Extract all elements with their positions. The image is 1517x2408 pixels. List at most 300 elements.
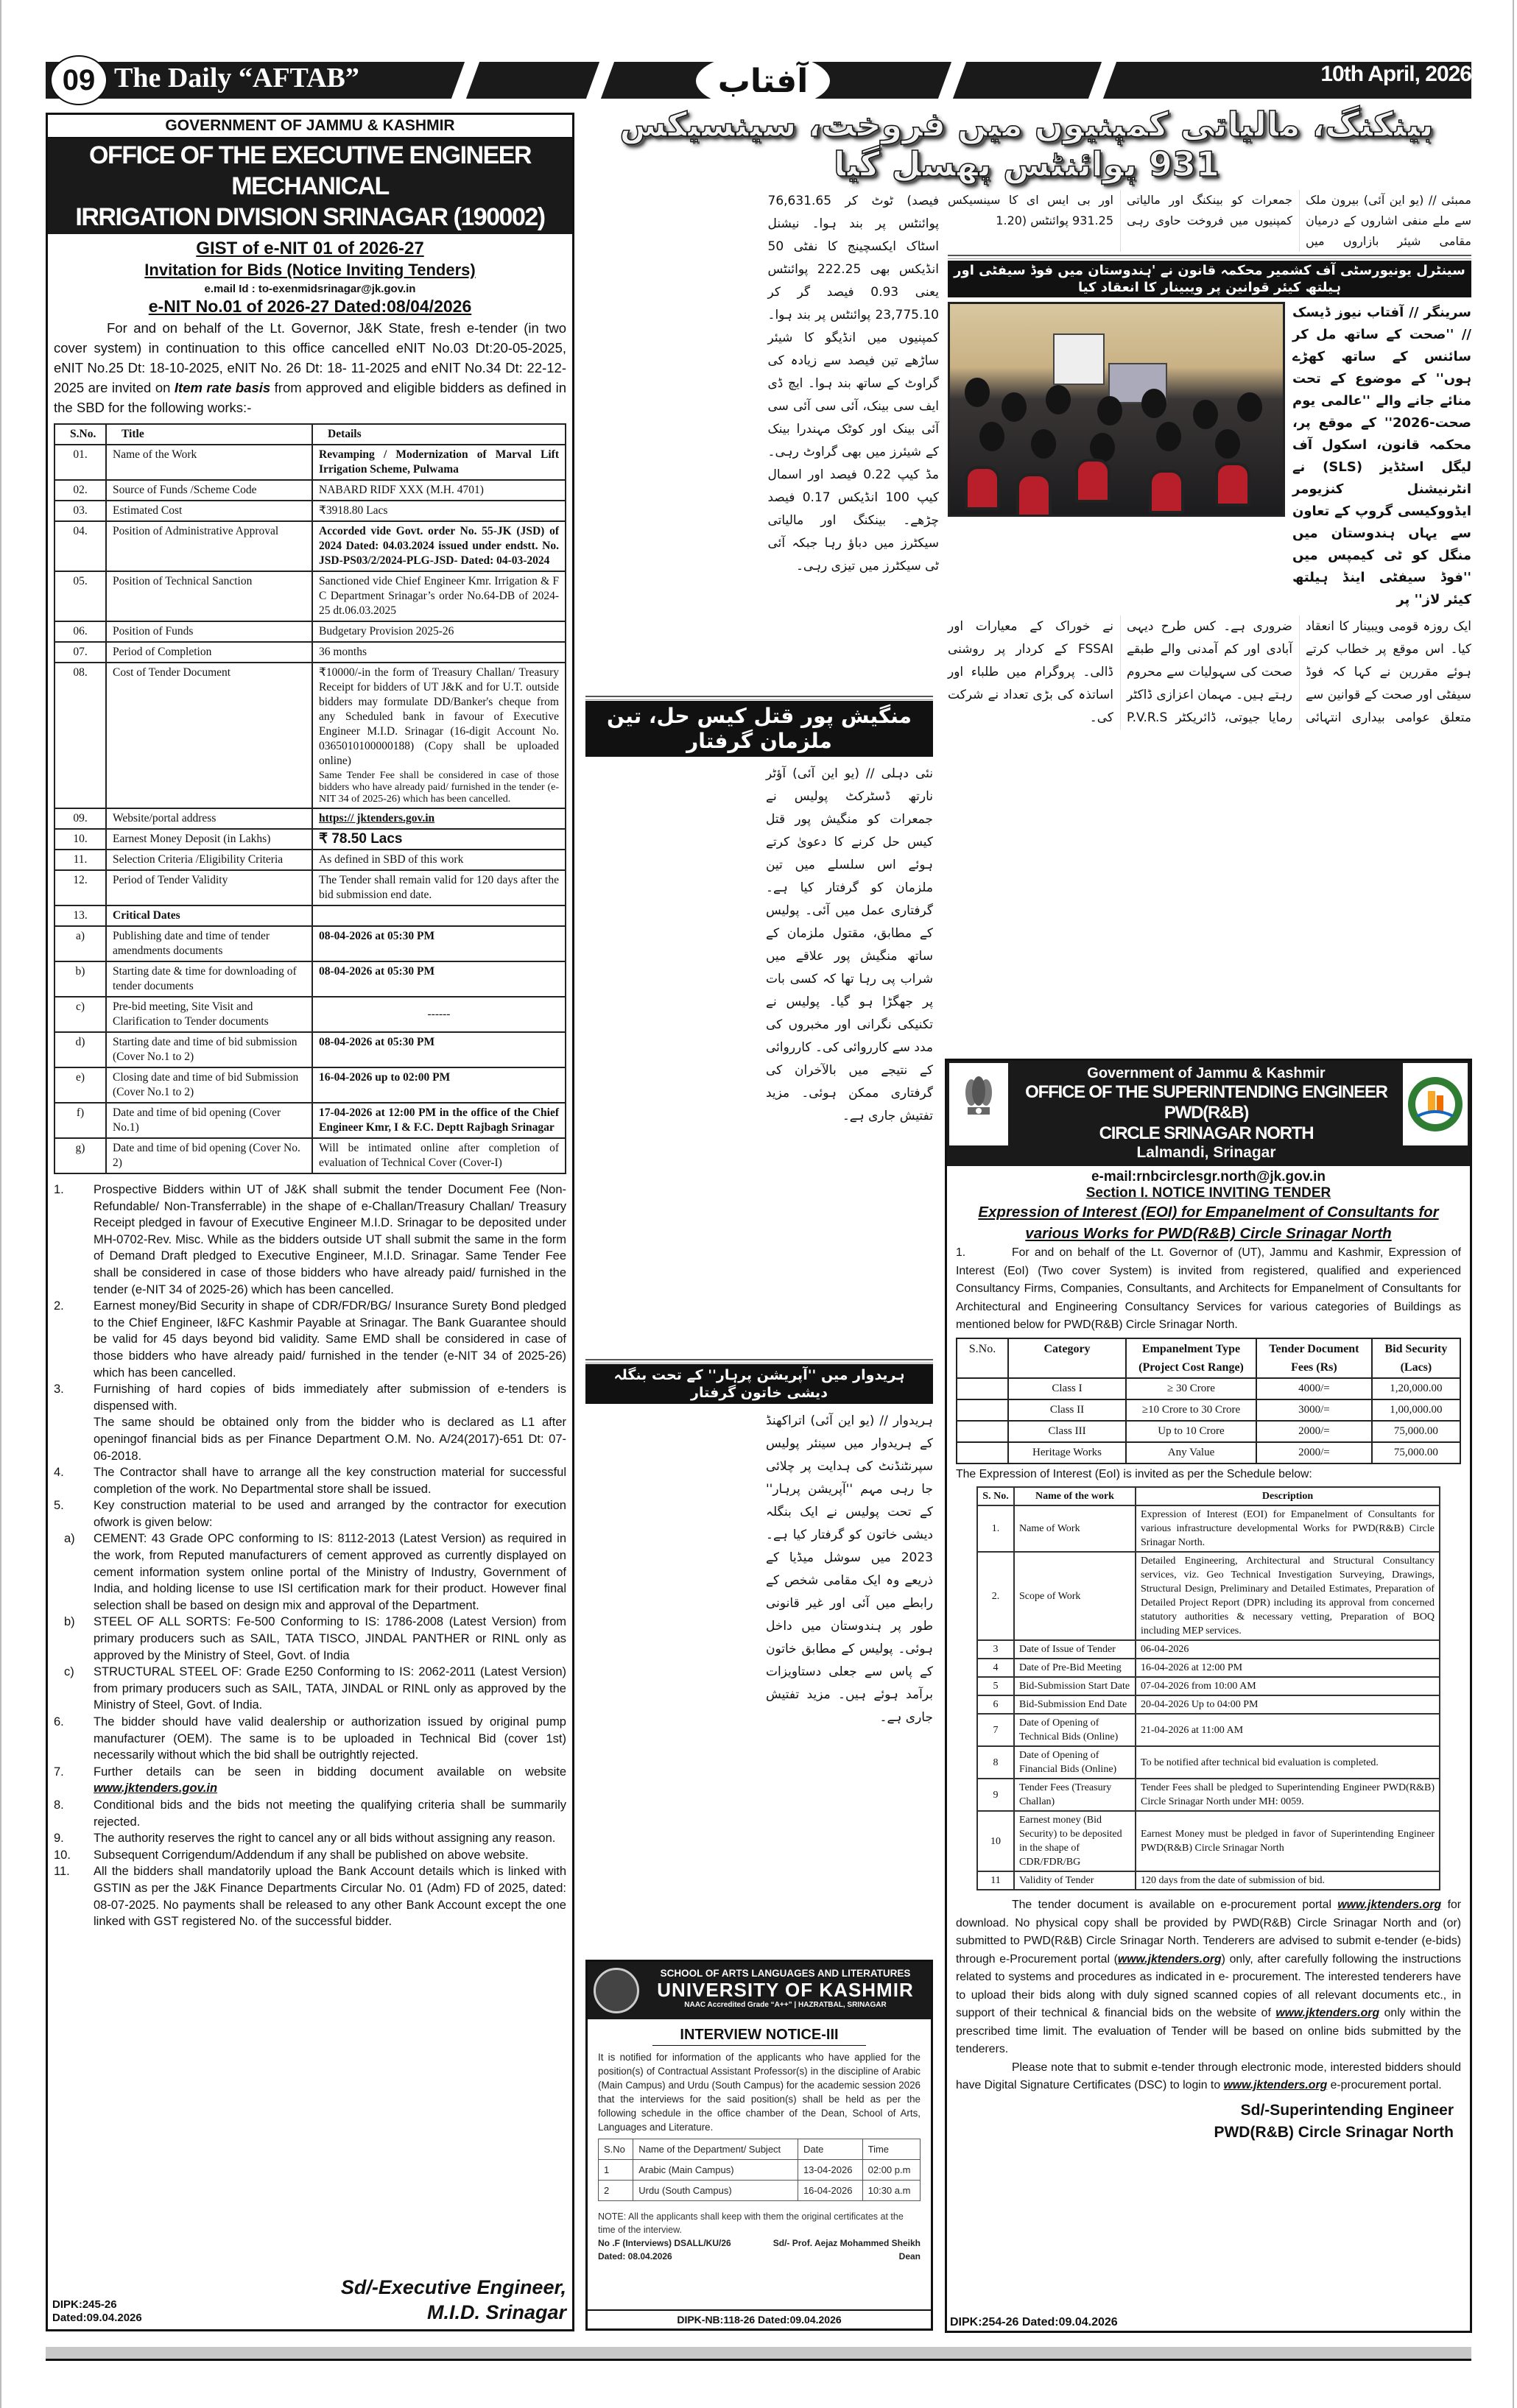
- dipk-number: DIPK:245-26: [52, 2298, 117, 2311]
- condition-number: 11.: [54, 1865, 70, 1879]
- cell-text: ₹10000/-in the form of Treasury Challan/ Treasury Receipt for bidders of UT J&K and for U.T. outside bidders may formulate DD/Banker's cheque from any Scheduled bank in favour of Executive Engineer M.I.D. Srinagar (16-digit Account No. 0365010100000188) (Copy shall be uploaded online): [319, 666, 559, 767]
- dipk-reference: DIPK-NB:118-26 Dated:09.04.2026: [588, 2309, 931, 2328]
- table-cell: [54, 663, 106, 808]
- cell-text: 13-04-2026: [803, 2164, 853, 2175]
- signature-line: Sd/-Executive Engineer,: [340, 2276, 566, 2298]
- tender-notice-pwd: [945, 1059, 1472, 2333]
- reference-number: No .F (Interviews) DSALL/KU/26: [598, 2238, 731, 2248]
- cell-text: 08.: [73, 666, 88, 679]
- signatory: Sd/- Prof. Aejaz Mohammed Sheikh: [772, 2238, 921, 2248]
- condition-body: Earnest money/Bid Security in shape of CDR/FDR/BG/ Insurance Surety Bond pledged to the Chief Engineer, I&FC Kashmir Payable at Srinagar. The Bank Guarantee should be valid for 45 days beyond bid validity. Same EMD shall be considered in case of those bidders who have already paid/ furnished in the tender (e-NIT 34 of 2025-26) which has been cancelled.: [94, 1299, 566, 1380]
- signature-line: M.I.D. Srinagar: [426, 2301, 566, 2323]
- cell-text: 11.: [73, 853, 88, 866]
- conditions-list: [54, 1182, 566, 1930]
- condition-text: [94, 1847, 566, 1864]
- table-cell: [633, 2160, 798, 2181]
- ku-header: [588, 1962, 931, 2019]
- designation: Dean: [898, 2251, 921, 2262]
- table-row: [977, 1714, 1440, 1746]
- notice-title: INTERVIEW NOTICE-III: [652, 2027, 866, 2046]
- cell-text: Date of Opening of Technical Bids (Online): [1019, 1717, 1119, 1743]
- paragraph-text: For and on behalf of the Lt. Governor of (UT), Jammu and Kashmir, Expression of Interest (EoI) (Two cover System) is invited from registered, qualified and experienced Consultancy Firms, Companies, Consultants, and Architects for Empanelment of Consultants for Architectural and Engineering Consultancy Services for various categories of Buildings as mentioned below for PWD(R&B) Circle Srinagar North.: [956, 1246, 1461, 1331]
- table-cell: [633, 2181, 798, 2201]
- cell-text: Critical Dates: [113, 909, 180, 922]
- table-cell: [54, 808, 106, 829]
- condition-number: 7.: [54, 1765, 64, 1779]
- table-cell: [1372, 1378, 1460, 1399]
- table-row: [54, 850, 566, 870]
- column-header: Description: [1136, 1487, 1440, 1505]
- government-label: GOVERNMENT OF JAMMU & KASHMIR: [48, 115, 572, 138]
- condition-number: 4.: [54, 1466, 64, 1480]
- column-header: Name of the work: [1014, 1487, 1136, 1505]
- cell-text: Website/portal address: [113, 812, 217, 825]
- table-header-row: [977, 1487, 1440, 1505]
- eoi-paragraph: [956, 1244, 1461, 1335]
- cell-text: Budgetary Provision 2025-26: [319, 625, 454, 638]
- table-cell: [106, 870, 312, 905]
- table-row: [977, 1552, 1440, 1640]
- page-number: 09: [50, 55, 108, 105]
- portal-link[interactable]: www.jktenders.org: [1275, 2007, 1380, 2019]
- table-row: [54, 1067, 566, 1103]
- cell-text: 6: [993, 1699, 999, 1710]
- table-cell: [312, 571, 566, 621]
- condition-body: STRUCTURAL STEEL OF: Grade E250 Conforming to IS: 2062-2011 (Latest Version) from primary producers such as SAIL, TATA, JINDAL or RINL only as approved by the Ministry of Steel, Govt. of India.: [94, 1665, 566, 1712]
- condition-number: 2.: [54, 1299, 64, 1313]
- table-cell: [1372, 1421, 1460, 1442]
- table-cell: [957, 1378, 1008, 1399]
- condition-text: [94, 1497, 566, 1530]
- table-cell: [106, 1032, 312, 1067]
- footer-bar: [46, 2347, 1471, 2361]
- table-cell: [1014, 1640, 1136, 1659]
- table-cell: [1136, 1677, 1440, 1695]
- table-cell: [54, 621, 106, 642]
- condition-body: Conditional bids and the bids not meeting the qualifying criteria shall be summarily rejected.: [94, 1798, 566, 1829]
- newspaper-name: The Daily “AFTAB”: [114, 63, 359, 93]
- notice-footer: [598, 2236, 921, 2250]
- cell-text: Bid-Submission End Date: [1019, 1699, 1127, 1710]
- table-cell: [1014, 1552, 1136, 1640]
- table-cell: [1008, 1399, 1126, 1421]
- table-cell: [1372, 1399, 1460, 1421]
- cell-text: Bid-Submission Start Date: [1019, 1681, 1130, 1692]
- category-table: [956, 1338, 1461, 1464]
- cell-text: 11: [990, 1875, 1001, 1886]
- condition-body: Key construction material to be used and arranged by the contractor for execution ofwork is given below:: [94, 1499, 566, 1529]
- cell-text: Date of Opening of Financial Bids (Online): [1019, 1750, 1117, 1775]
- condition-item: [54, 1664, 566, 1714]
- signature-line: Sd/-Superintending Engineer: [1240, 2101, 1454, 2119]
- table-header-row: [599, 2139, 921, 2160]
- paragraph-text: The tender document is available on e-procurement portal: [1012, 1899, 1338, 1911]
- table-cell: [312, 905, 566, 926]
- portal-paragraph: [956, 1896, 1461, 2059]
- table-cell: [1136, 1871, 1440, 1890]
- cell-text: 12.: [73, 874, 88, 886]
- cell-text: Validity of Tender: [1019, 1875, 1094, 1886]
- cell-text: 75,000.00: [1393, 1446, 1438, 1458]
- table-cell: [1014, 1714, 1136, 1746]
- cell-text: 4: [993, 1662, 999, 1673]
- cell-text: 08-04-2026 at 05:30 PM: [319, 1036, 435, 1048]
- dipk-reference: [52, 2298, 142, 2325]
- table-cell: [54, 642, 106, 663]
- cell-text: 2000/=: [1298, 1424, 1330, 1437]
- divider: [585, 1359, 933, 1363]
- murder-case-story: نئی دہلی // (یو این آئی) آؤٹر نارتھ ڈسٹرکٹ پولیس نے جمعرات کو منگیش پور قتل کیس حل کرنے کا دعویٰ کرتے ہوئے اس سلسلے میں تین ملزمان کو گرفتار کیا ہے۔ گرفتاری عمل میں آئی۔ پولیس کے مطابق، مقتول ملزمان کے ساتھ منگیش پور علاقے میں شراب پی رہا تھا کہ کسی بات پر جھگڑا ہو گیا۔ پولیس نے تکنیکی نگرانی اور مخبروں کی مدد سے کارروائی کی۔ کارروائی کے نتیجے میں بالآخران کی گرفتاری ممکن ہوئی۔ مزید تفتیش جاری ہے۔: [766, 766, 933, 1123]
- email-address: e-mail:rnbcirclesgr.north@jk.gov.in: [1091, 1169, 1326, 1184]
- website-link[interactable]: www.jktenders.gov.in: [94, 1782, 218, 1796]
- table-row: [54, 521, 566, 571]
- cell-text: Date of Pre-Bid Meeting: [1019, 1662, 1122, 1673]
- table-cell: [1014, 1811, 1136, 1871]
- cell-text: Accorded vide Govt. order No. 55-JK (JSD) of 2024 Dated: 04.03.2024 issued under endstt. No. JSD-PS03/2/2024-PLG-JSD- Dated: 04-03-2024: [319, 525, 559, 567]
- table-row: [54, 997, 566, 1032]
- table-cell: [312, 1032, 566, 1067]
- cell-text: Scope of Work: [1019, 1590, 1081, 1602]
- table-cell: [1136, 1746, 1440, 1779]
- table-row: [977, 1746, 1440, 1779]
- condition-body: The authority reserves the right to cancel any or all bids without assigning any reason.: [94, 1832, 556, 1846]
- cell-text: Class III: [1048, 1424, 1086, 1437]
- table-cell: [106, 642, 312, 663]
- cell-text: 01.: [73, 448, 88, 461]
- condition-item: [54, 1464, 566, 1497]
- cell-text: 1: [604, 2164, 610, 2175]
- intro-text: For and on behalf of the Lt. Governor, J&K State, fresh e-tender (in two cover system) in continuation to this office cancelled eNIT No.03 Dt:20-05-2025, eNIT No.25 Dt: 18-10-2025, eNIT No. 26 Dt: 18- 11-2025 and eNIT No.34 Dt: 22-12-2025 are invited on: [54, 320, 566, 395]
- pwd-header: [947, 1061, 1470, 1166]
- table-cell: [977, 1714, 1014, 1746]
- cell-text: Tender Fees (Treasury Challan): [1019, 1782, 1112, 1807]
- table-cell: [312, 621, 566, 642]
- condition-text: [94, 1464, 566, 1497]
- condition-body: The same should be obtained only from the bidder who is declared as L1 after openingof financial bids as per Finance Department O.M. No. A/24(2017)-651 Dt: 07-06-2018.: [94, 1416, 566, 1463]
- cell-text: Class I: [1052, 1382, 1083, 1394]
- table-cell: [106, 480, 312, 501]
- table-cell: [54, 521, 106, 571]
- table-cell: [312, 480, 566, 501]
- table-row: [977, 1640, 1440, 1659]
- column-header: Time: [862, 2139, 920, 2160]
- cell-text: Class II: [1049, 1403, 1085, 1416]
- table-row: [957, 1378, 1460, 1399]
- condition-text: [94, 1664, 566, 1714]
- eoi-title: Expression of Interest (EOI) for Empanelment of Consultants for various Works for PWD(R&B) Circle Srinagar North: [978, 1204, 1439, 1242]
- column-header: Empanelment Type (Project Cost Range): [1126, 1338, 1256, 1378]
- notice-footer: [54, 2269, 566, 2325]
- table-row: [54, 1032, 566, 1067]
- table-cell: [54, 1067, 106, 1103]
- table-cell: [977, 1552, 1014, 1640]
- webinar-headline: سینٹرل یونیورسٹی آف کشمیر محکمہ قانون نے 'ہندوستان میں فوڈ سیفٹی اور ہیلتھ کیئر قوانین پر ویبینار کا انعقاد کیا: [948, 261, 1471, 297]
- cell-text: Any Value: [1167, 1446, 1215, 1458]
- condition-number: 9.: [54, 1832, 64, 1846]
- condition-item: [54, 1530, 566, 1614]
- notice-footer: [598, 2250, 921, 2263]
- table-cell: [312, 663, 566, 808]
- cell-text: d): [75, 1036, 85, 1048]
- table-row: [977, 1505, 1440, 1552]
- column-header: Name of the Department/ Subject: [633, 2139, 798, 2160]
- condition-text: [94, 1797, 566, 1830]
- table-cell: [977, 1811, 1014, 1871]
- cell-text: g): [75, 1142, 85, 1154]
- condition-number: 3.: [54, 1383, 64, 1397]
- table-cell: [977, 1659, 1014, 1677]
- office-title: [48, 138, 572, 234]
- condition-body: Prospective Bidders within UT of J&K shall submit the tender Document Fee (Non- Refundable/ Non-Transferrable) in the shape of e-Challan/Treasury Challan/ Treasury Receipt pledged in favour of Executive Engineer M.I.D. Srinagar to be deposited under MH-0702-Rev. Misc. While as the bidders outside UT shall submit the same in the form of Demand Draft pledged to Executive Engineer, M.I.D. Srinagar. Same Tender Fee shall be considered in case of those bidders who have already paid/ furnished in the tender (e-NIT 34 of 2025-26) which has been cancelled.: [94, 1183, 566, 1296]
- cell-text: Date and time of bid opening (Cover No. 2): [113, 1142, 300, 1169]
- table-cell: [862, 2160, 920, 2181]
- table-cell: [106, 961, 312, 997]
- table-cell: [1256, 1442, 1372, 1463]
- table-cell: [312, 445, 566, 480]
- table-cell: [312, 997, 566, 1032]
- notice-body: It is notified for information of the applicants who have applied for the position(s) of Contractual Assistant Professor(s) in the discipline of Arabic (Main Campus) and Urdu (South Campus) for the academic session 2026 that the interviews for the said position(s) shall be held as per the following schedule in the office chamber of the Dean, School of Arts, Languages and Literature.: [598, 2052, 921, 2133]
- table-cell: [599, 2160, 633, 2181]
- table-cell: [1136, 1505, 1440, 1552]
- table-cell: [977, 1677, 1014, 1695]
- table-row: [977, 1779, 1440, 1811]
- office-title-line: OFFICE OF THE EXECUTIVE ENGINEER MECHANICAL: [89, 141, 531, 200]
- column-header: S. No.: [977, 1487, 1014, 1505]
- table-cell: [1136, 1659, 1440, 1677]
- cell-text: https:// jktenders.gov.in: [319, 812, 435, 825]
- interview-notice-ku: [585, 1960, 933, 2331]
- emblem-motto: सत्यमेव जयते: [962, 1130, 995, 1138]
- cell-text: 10:30 a.m: [867, 2185, 911, 2196]
- cell-text: 10.: [73, 833, 88, 845]
- cell-text: c): [75, 1000, 85, 1013]
- table-cell: [1126, 1378, 1256, 1399]
- cell-text: ------: [427, 1008, 451, 1020]
- university-name: UNIVERSITY OF KASHMIR: [657, 1979, 914, 2001]
- portal-link[interactable]: www.jktenders.org: [1223, 2079, 1328, 2091]
- table-row: [54, 663, 566, 808]
- enit-number: e-NIT No.01 of 2026-27 Dated:08/04/2026: [148, 297, 472, 316]
- table-row: [54, 926, 566, 961]
- table-cell: [54, 829, 106, 850]
- cell-text: 3000/=: [1298, 1403, 1330, 1416]
- table-cell: [312, 829, 566, 850]
- table-row: [54, 571, 566, 621]
- table-cell: [106, 1103, 312, 1138]
- table-cell: [1014, 1746, 1136, 1779]
- table-cell: [1136, 1695, 1440, 1714]
- interview-schedule-table: [598, 2139, 921, 2201]
- cell-text: Period of Tender Validity: [113, 874, 228, 886]
- condition-number: 1.: [54, 1183, 64, 1196]
- table-cell: [312, 521, 566, 571]
- condition-item: [54, 1863, 566, 1929]
- condition-text: [94, 1764, 566, 1797]
- table-cell: [977, 1505, 1014, 1552]
- condition-number: 5.: [54, 1499, 64, 1513]
- intro-emphasis: Item rate basis: [174, 380, 271, 395]
- cell-text: e): [75, 1071, 85, 1084]
- issue-date: 10th April, 2026: [1320, 62, 1471, 86]
- condition-text: [94, 1298, 566, 1381]
- table-header-row: [957, 1338, 1460, 1378]
- school-name: SCHOOL OF ARTS LANGUAGES AND LITERATURES: [660, 1968, 911, 1979]
- table-cell: [599, 2181, 633, 2201]
- portal-link[interactable]: www.jktenders.org: [1117, 1952, 1222, 1966]
- table-cell: [54, 1103, 106, 1138]
- cell-text: Position of Funds: [113, 625, 194, 638]
- cell-text: ≥ 30 Crore: [1167, 1382, 1215, 1394]
- table-cell: [1256, 1378, 1372, 1399]
- column-header: Category: [1008, 1338, 1126, 1378]
- intro-paragraph: [54, 318, 566, 417]
- cell-text: 07-04-2026 from 10:00 AM: [1141, 1681, 1256, 1692]
- cell-text: To be notified after technical bid evaluation is completed.: [1141, 1756, 1379, 1768]
- table-cell: [977, 1640, 1014, 1659]
- cell-text: 08-04-2026 at 05:30 PM: [319, 930, 435, 942]
- table-row: [54, 621, 566, 642]
- table-cell: [1014, 1871, 1136, 1890]
- table-row: [54, 829, 566, 850]
- table-row: [977, 1677, 1440, 1695]
- column-header: Date: [798, 2139, 862, 2160]
- table-cell: [1136, 1714, 1440, 1746]
- table-cell: [106, 997, 312, 1032]
- table-row: [977, 1659, 1440, 1677]
- condition-number: a): [64, 1532, 75, 1546]
- condition-body: The Contractor shall have to arrange all the key construction material for successful completion of the work. No Departmental store shall be issued.: [94, 1466, 566, 1496]
- office-title-line: IRRIGATION DIVISION SRINAGAR (190002): [75, 203, 545, 231]
- table-cell: [1014, 1505, 1136, 1552]
- webinar-photo: [948, 302, 1285, 517]
- divider: [585, 696, 933, 700]
- cell-text: 2000/=: [1298, 1446, 1330, 1458]
- webinar-story-lead: سرینگر // آفتاب نیوز ڈیسک // ''صحت کے ساتھ مل کر سائنس کے ساتھ کھڑے ہوں'' کے موضوع کے تحت منائے جانے والے ''عالمی یوم صحت-2026'' کے موقع پر، محکمہ قانون، اسکول آف لیگل اسٹڈیز (SLS) نے انٹرنیشنل کنزیومر ایڈووکیسی گروپ کے تعاون سے یہاں ہندوستان میں منگل کو ٹی کیمپس میں ''فوڈ سیفٹی اینڈ ہیلتھ کیئر لاز'' پر: [1292, 305, 1471, 607]
- table-row: [599, 2160, 921, 2181]
- table-cell: [312, 642, 566, 663]
- table-cell: [106, 1067, 312, 1103]
- table-cell: [1126, 1399, 1256, 1421]
- condition-text: [94, 1863, 566, 1929]
- cell-text: 3: [993, 1644, 999, 1655]
- page-edge-left: [0, 0, 1, 2408]
- haridwar-headline: ہریدوار میں ''آپریشن پرہار'' کے تحت بنگلہ دیشی خاتون گرفتار: [585, 1364, 933, 1404]
- invitation-title: Invitation for Bids (Notice Inviting Tenders): [144, 261, 476, 279]
- condition-body: Furnishing of hard copies of bids immediately after submission of e-tenders is dispensed with.: [94, 1383, 566, 1413]
- table-cell: [106, 808, 312, 829]
- condition-item: [54, 1182, 566, 1298]
- cell-text: 04.: [73, 525, 88, 537]
- signature-line: PWD(R&B) Circle Srinagar North: [1214, 2123, 1454, 2141]
- table-cell: [54, 926, 106, 961]
- table-cell: [106, 445, 312, 480]
- cell-text: 36 months: [319, 646, 367, 658]
- dipk-reference: DIPK:254-26 Dated:09.04.2026: [950, 2316, 1118, 2328]
- cell-text: Earnest Money Deposit (in Lakhs): [113, 833, 271, 845]
- table-cell: [312, 961, 566, 997]
- cell-text: Up to 10 Crore: [1158, 1424, 1225, 1437]
- murder-case-headline: منگیش پور قتل کیس حل، تین ملزمان گرفتار: [585, 701, 933, 757]
- cell-text: 9: [993, 1789, 999, 1801]
- table-row: [54, 642, 566, 663]
- table-cell: [1136, 1552, 1440, 1640]
- cell-text: Expression of Interest (EOI) for Empanelment of Consultants for various infrastructure developmental Works for PWD(R&B) Circle Srinagar North.: [1141, 1509, 1435, 1548]
- cell-text: 06-04-2026: [1141, 1644, 1189, 1655]
- column-header: S.No.: [54, 424, 106, 445]
- table-row: [599, 2181, 921, 2201]
- table-cell: [1008, 1442, 1126, 1463]
- table-cell: [106, 905, 312, 926]
- condition-number: 6.: [54, 1715, 64, 1729]
- table-cell: [862, 2181, 920, 2201]
- column-header: S.No: [599, 2139, 633, 2160]
- portal-link[interactable]: www.jktenders.org: [1337, 1899, 1442, 1911]
- cell-text: 17-04-2026 at 12:00 PM in the office of the Chief Engineer Kmr, I & F.C. Deptt Rajbagh Srinagar: [319, 1106, 559, 1134]
- table-row: [54, 1103, 566, 1138]
- signature: [956, 2100, 1461, 2144]
- table-cell: [312, 926, 566, 961]
- accreditation: NAAC Accredited Grade “A++” | HAZRATBAL, SRINAGAR: [684, 2001, 887, 2009]
- table-cell: [54, 501, 106, 521]
- table-row: [54, 870, 566, 905]
- table-cell: [1256, 1399, 1372, 1421]
- cell-text: Position of Technical Sanction: [113, 575, 253, 587]
- table-row: [54, 1138, 566, 1173]
- table-cell: [798, 2181, 862, 2201]
- table-cell: [977, 1746, 1014, 1779]
- cell-text: 21-04-2026 at 11:00 AM: [1141, 1724, 1244, 1736]
- column-header: Title: [106, 424, 312, 445]
- main-story-body: فیصد) ٹوٹ کر 76,631.65 پوائنٹس پر بند ہوا۔ نیشنل اسٹاک ایکسچینج کا نفٹی 50 انڈیکس بھی 222.25 پوائنٹس یعنی 0.93 فیصد گر کر 23,775.10 پوائنٹس پر بند ہوا۔ کمپنیوں میں انڈیگو کا شیئر ساڑھے تین فیصد سے زیادہ کی گراوٹ کے ساتھ بند ہوا۔ ایچ ڈی ایف سی بینک، آئی سی آئی سی آئی بینک اور کوٹک مہندرا بینک کے شیئرز میں بھی گراوٹ رہی۔ مڈ کیپ 0.22 فیصد اور اسمال کیپ 100 انڈیکس 0.17 فیصد چڑھے۔ بینکنگ اور مالیاتی سیکٹرز میں دباؤ رہا جبکہ آئی ٹی سیکٹرز میں تیزی رہی۔: [767, 194, 940, 573]
- cell-text: 7: [993, 1724, 999, 1736]
- condition-body: Further details can be seen in bidding document available on website: [94, 1765, 566, 1779]
- cell-text: 08-04-2026 at 05:30 PM: [319, 965, 435, 978]
- cell-text: 02:00 p.m: [867, 2164, 911, 2175]
- national-emblem-icon: [949, 1063, 1008, 1145]
- newspaper-logo: آفتاب: [696, 53, 830, 109]
- cell-text: 03.: [73, 504, 88, 517]
- condition-item: [54, 1497, 566, 1530]
- condition-item: [54, 1298, 566, 1381]
- condition-text: [94, 1614, 566, 1664]
- table-cell: [312, 1067, 566, 1103]
- right-news-stack: [948, 190, 1471, 730]
- table-cell: [106, 829, 312, 850]
- condition-item: [54, 1764, 566, 1797]
- table-cell: [1136, 1811, 1440, 1871]
- table-cell: [957, 1421, 1008, 1442]
- table-cell: [1256, 1421, 1372, 1442]
- cell-text: 16-04-2026 up to 02:00 PM: [319, 1071, 451, 1084]
- main-story-lead: ممبئی // (یو این آئی) بیرون ملک سے ملے منفی اشاروں کے درمیان مقامی شیئر بازاروں میں جمعرات کو بینکنگ اور مالیاتی کمپنیوں میں فروخت حاوی رہی اور بی ایس ای کا سینسیکس 931.25 پوائنٹس (1.20: [948, 193, 1471, 248]
- cell-text: Urdu (South Campus): [638, 2185, 732, 2196]
- cell-text: Selection Criteria /Eligibility Criteria: [113, 853, 284, 866]
- schedule-table: [976, 1486, 1440, 1890]
- cell-text: Tender Fees shall be pledged to Superintending Engineer PWD(R&B) Circle Srinagar North under MH: 0059.: [1141, 1782, 1435, 1807]
- cell-text: 02.: [73, 484, 88, 496]
- main-headline: بینکنگ، مالیاتی کمپنیوں میں فروخت، سینسیکس 931 پوائنٹس پھسل گیا: [619, 105, 1434, 184]
- table-cell: [1014, 1779, 1136, 1811]
- cell-text: Revamping / Modernization of Marval Lift Irrigation Scheme, Pulwama: [319, 448, 559, 476]
- table-cell: [106, 663, 312, 808]
- table-cell: [312, 870, 566, 905]
- table-cell: [1126, 1421, 1256, 1442]
- pwd-seal-icon: [1403, 1063, 1468, 1145]
- table-row: [54, 445, 566, 480]
- cell-text: 1.: [991, 1523, 1000, 1534]
- cell-text: The Tender shall remain valid for 120 days after the bid submission end date.: [319, 874, 559, 901]
- cell-text: 4000/=: [1298, 1382, 1330, 1394]
